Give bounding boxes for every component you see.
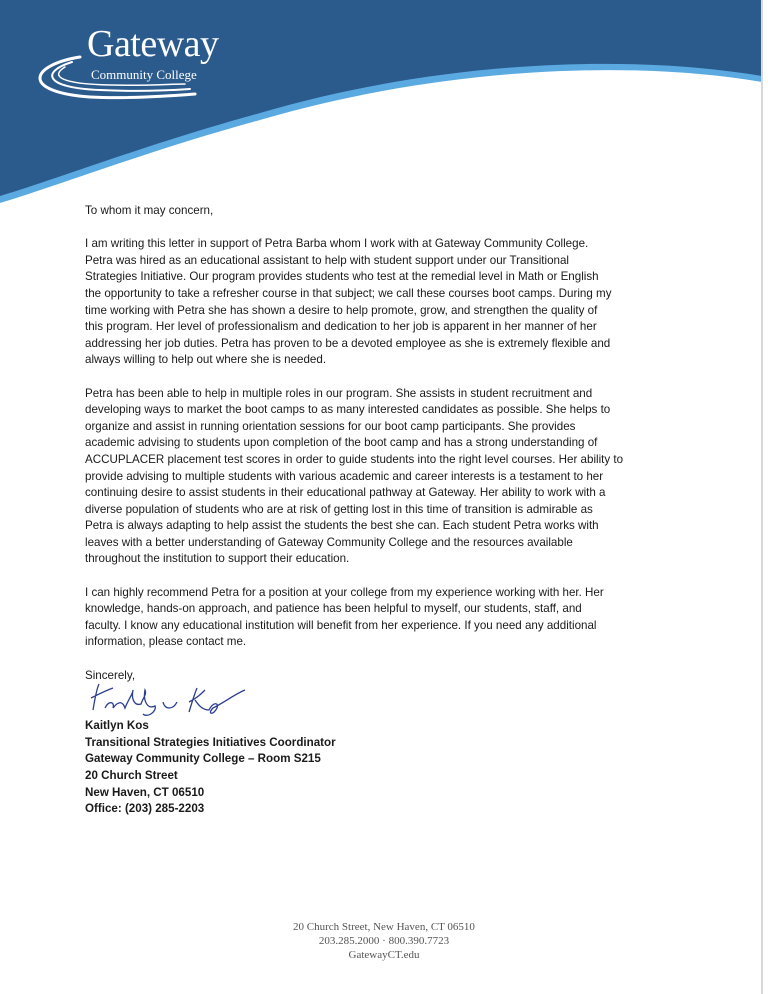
paragraph-line: the opportunity to take a refresher course in that subject; we call these courses boot camps. During my [85, 286, 612, 300]
paragraph-line: diverse population of students who are at risk of getting lost in this time of transition is admirable as [85, 502, 593, 516]
paragraph-1 [85, 236, 665, 369]
paragraph-line: Strategies Initiative. Our program provides students who test at the remedial level in Math or English [85, 270, 599, 284]
logo-title: Gateway [87, 23, 219, 65]
paragraph-line: continuing desire to assist students in their educational pathway at Gateway. Her ability to work with a [85, 486, 606, 500]
paragraph-line: I am writing this letter in support of Petra Barba whom I work with at Gateway Community College. [85, 237, 589, 251]
handwritten-signature [85, 684, 665, 718]
paragraph-3 [85, 585, 665, 651]
signer-org: Gateway Community College – Room S215 [85, 752, 321, 766]
signer-street: 20 Church Street [85, 769, 178, 782]
paragraph-line: leaves with a better understanding of Gateway Community College and the resources available [85, 535, 573, 549]
paragraph-line: developing ways to market the boot camps to as many interested candidates as possible. She helps to [85, 403, 611, 417]
paragraph-line: academic advising to students upon completion of the boot camp and has a strong understanding of [85, 436, 598, 450]
paragraph-line: Petra was hired as an educational assistant to help with student support under our Transitional [85, 253, 570, 267]
paragraph-line: this program. Her level of professionalism and dedication to her job is apparent in her manner of her [85, 320, 597, 334]
signer-name: Kaitlyn Kos [85, 719, 149, 733]
paragraph-line: Petra has been able to help in multiple roles in our program. She assists in student recruitment and [85, 386, 593, 400]
paragraph-line: organize and assist in running orientation sessions for our boot camp participants. She provides [85, 419, 576, 433]
logo-subtitle: Community College [91, 67, 197, 82]
paragraph-line: addressing her job duties. Petra has proven to be a devoted employee as she is extremely flexible and [85, 336, 611, 350]
signer-title: Transitional Strategies Initiatives Coordinator [85, 735, 336, 749]
paragraph-line: information, please contact me. [85, 635, 247, 649]
letter-body [85, 203, 665, 818]
paragraph-line: knowledge, hands-on approach, and patience has been helpful to myself, our students, staff, and [85, 602, 582, 616]
closing: Sincerely, [85, 668, 136, 682]
paragraph-line: ACCUPLACER placement test scores in order to guide students into the right level courses. Her ability to [85, 452, 624, 466]
footer-website: GatewayCT.edu [348, 949, 420, 961]
paragraph-line: always willing to help out where she is needed. [85, 353, 327, 367]
letterhead-footer [0, 920, 768, 962]
paragraph-line: time working with Petra she has shown a desire to help promote, grow, and strengthen the quality of [85, 303, 598, 317]
paragraph-line: throughout the institution to support their education. [85, 552, 350, 566]
salutation: To whom it may concern, [85, 204, 214, 217]
paragraph-line: I can highly recommend Petra for a position at your college from my experience working with her. Her [85, 585, 604, 599]
paragraph-line: faculty. I know any educational institution will benefit from her experience. If you need any additional [85, 618, 597, 632]
page-edge [761, 0, 763, 994]
signer-office-phone: Office: (203) 285-2203 [85, 802, 205, 816]
signer-city: New Haven, CT 06510 [85, 785, 205, 799]
paragraph-line: provide advising to multiple students with various academic and career interests is a testament to her [85, 469, 604, 483]
footer-address: 20 Church Street, New Haven, CT 06510 [293, 921, 475, 933]
paragraph-line: Petra is always adapting to help assist the students the best she can. Each student Petra works with [85, 519, 599, 533]
footer-phones: 203.285.2000 · 800.390.7723 [318, 935, 450, 947]
paragraph-2 [85, 386, 665, 569]
